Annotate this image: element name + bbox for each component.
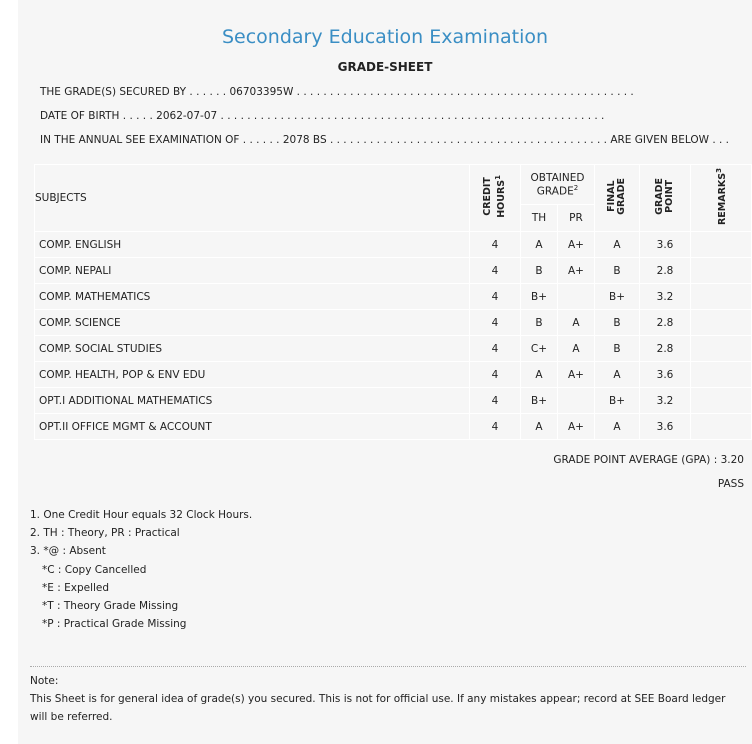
note-3-t: *T : Theory Grade Missing: [42, 600, 179, 613]
exam-year: 2078 BS: [282, 134, 327, 146]
pr-grade-cell: A+: [558, 414, 595, 440]
dots: . . . . . . . . . . . . . . . . . . . . . . . . . . . . . . . . . . . . . . . . . . . . . . . . . . . . . . . . . .: [220, 110, 605, 122]
note-3-c: *C : Copy Cancelled: [42, 563, 147, 576]
pr-header: PR: [558, 205, 595, 232]
final-grade-cell: B+: [595, 388, 640, 414]
final-grade-cell: B: [595, 258, 640, 284]
note-1: 1. One Credit Hour equals 32 Clock Hours.: [30, 509, 253, 521]
final-grade-cell: A: [595, 414, 640, 440]
grades-table: [34, 164, 752, 440]
th-grade-cell: A: [521, 362, 558, 388]
pr-grade-cell: A+: [558, 362, 595, 388]
note-text: This Sheet is for general idea of grade(s) you secured. This is not for official use. If any mistakes appear; record at SEE Board ledger will be referred.: [30, 693, 726, 723]
grade-point-cell: 2.8: [640, 258, 691, 284]
credit-cell: 4: [470, 310, 521, 336]
table-row: [35, 310, 752, 336]
remarks-header: REMARKS$^3$: [691, 165, 752, 232]
note-3-p: *P : Practical Grade Missing: [42, 618, 187, 631]
subject-cell: OPT.II OFFICE MGMT & ACCOUNT: [35, 414, 470, 440]
divider: [30, 666, 746, 667]
table-row: [35, 388, 752, 414]
subject-cell: COMP. NEPALI: [35, 258, 470, 284]
table-row: [35, 284, 752, 310]
grade-point-cell: 3.6: [640, 414, 691, 440]
grade-sheet: [18, 0, 752, 744]
grade-point-cell: 3.2: [640, 388, 691, 414]
credit-cell: 4: [470, 362, 521, 388]
disclaimer: [30, 672, 744, 726]
credit-cell: 4: [470, 336, 521, 362]
subject-cell: OPT.I ADDITIONAL MATHEMATICS: [35, 388, 470, 414]
exam-line: [40, 134, 729, 146]
final-grade-cell: A: [595, 232, 640, 258]
pr-grade-cell: A+: [558, 232, 595, 258]
credit-cell: 4: [470, 414, 521, 440]
remarks-cell: [691, 284, 752, 310]
page-title: Secondary Education Examination: [221, 26, 549, 48]
th-header: TH: [521, 205, 558, 232]
grade-point-header: GRADE POINT: [640, 165, 691, 232]
pr-grade-cell: A: [558, 310, 595, 336]
note-label: Note:: [30, 675, 59, 687]
subject-cell: COMP. ENGLISH: [35, 232, 470, 258]
secured-by-label: THE GRADE(S) SECURED BY . . . . . .: [40, 86, 227, 98]
th-grade-cell: A: [521, 414, 558, 440]
th-grade-cell: B: [521, 258, 558, 284]
result-status: PASS: [717, 478, 744, 490]
dob-line: [40, 110, 604, 122]
table-row: [35, 232, 752, 258]
table-row: [35, 414, 752, 440]
grade-point-cell: 3.6: [640, 362, 691, 388]
table-row: [35, 258, 752, 284]
legend-notes: [30, 506, 252, 633]
pr-grade-cell: A: [558, 336, 595, 362]
grade-point-cell: 3.6: [640, 232, 691, 258]
remarks-cell: [691, 232, 752, 258]
remarks-cell: [691, 336, 752, 362]
credit-cell: 4: [470, 232, 521, 258]
final-grade-cell: A: [595, 362, 640, 388]
credit-cell: 4: [470, 258, 521, 284]
note-3-e: *E : Expelled: [42, 581, 110, 594]
subject-cell: COMP. SOCIAL STUDIES: [35, 336, 470, 362]
dots: . . . . . . . . . . . . . . . . . . . . . . . . . . . . . . . . . . . . . . . . . . . . . . . . . . .: [296, 86, 634, 98]
th-grade-cell: B+: [521, 284, 558, 310]
dob-value: 2062-07-07: [156, 110, 218, 122]
credit-cell: 4: [470, 284, 521, 310]
pr-grade-cell: [558, 284, 595, 310]
pr-grade-cell: [558, 388, 595, 414]
secured-by-line: [40, 86, 634, 98]
note-2: 2. TH : Theory, PR : Practical: [30, 527, 180, 540]
subject-cell: COMP. HEALTH, POP & ENV EDU: [35, 362, 470, 388]
page-subtitle: GRADE-SHEET: [337, 60, 433, 74]
pr-grade-cell: A+: [558, 258, 595, 284]
final-grade-cell: B: [595, 310, 640, 336]
grade-point-cell: 2.8: [640, 310, 691, 336]
subject-cell: COMP. MATHEMATICS: [35, 284, 470, 310]
remarks-cell: [691, 362, 752, 388]
credit-hours-header: CREDIT HOURS$^1$: [470, 165, 521, 232]
remarks-cell: [691, 414, 752, 440]
grade-point-cell: 2.8: [640, 336, 691, 362]
exam-end: ARE GIVEN BELOW . . .: [610, 134, 730, 146]
note-3: 3. *@ : Absent: [30, 545, 106, 558]
symbol-number: 06703395W: [229, 86, 294, 98]
th-grade-cell: B: [521, 310, 558, 336]
table-row: [35, 336, 752, 362]
gpa-result: GRADE POINT AVERAGE (GPA) : 3.20: [553, 454, 744, 466]
dob-label: DATE OF BIRTH . . . . .: [40, 110, 153, 122]
obtained-grade-header: OBTAINED GRADE$^2$: [521, 165, 595, 205]
grade-point-cell: 3.2: [640, 284, 691, 310]
table-row: [35, 362, 752, 388]
final-grade-header: FINAL GRADE: [595, 165, 640, 232]
remarks-cell: [691, 258, 752, 284]
th-grade-cell: B+: [521, 388, 558, 414]
exam-label: IN THE ANNUAL SEE EXAMINATION OF . . . . . .: [40, 134, 280, 146]
remarks-cell: [691, 310, 752, 336]
subjects-header: SUBJECTS: [35, 165, 470, 232]
subject-cell: COMP. SCIENCE: [35, 310, 470, 336]
remarks-cell: [691, 388, 752, 414]
final-grade-cell: B: [595, 336, 640, 362]
final-grade-cell: B+: [595, 284, 640, 310]
dots: . . . . . . . . . . . . . . . . . . . . . . . . . . . . . . . . . . . . . . . . . .: [329, 134, 607, 146]
th-grade-cell: A: [521, 232, 558, 258]
th-grade-cell: C+: [521, 336, 558, 362]
credit-cell: 4: [470, 388, 521, 414]
